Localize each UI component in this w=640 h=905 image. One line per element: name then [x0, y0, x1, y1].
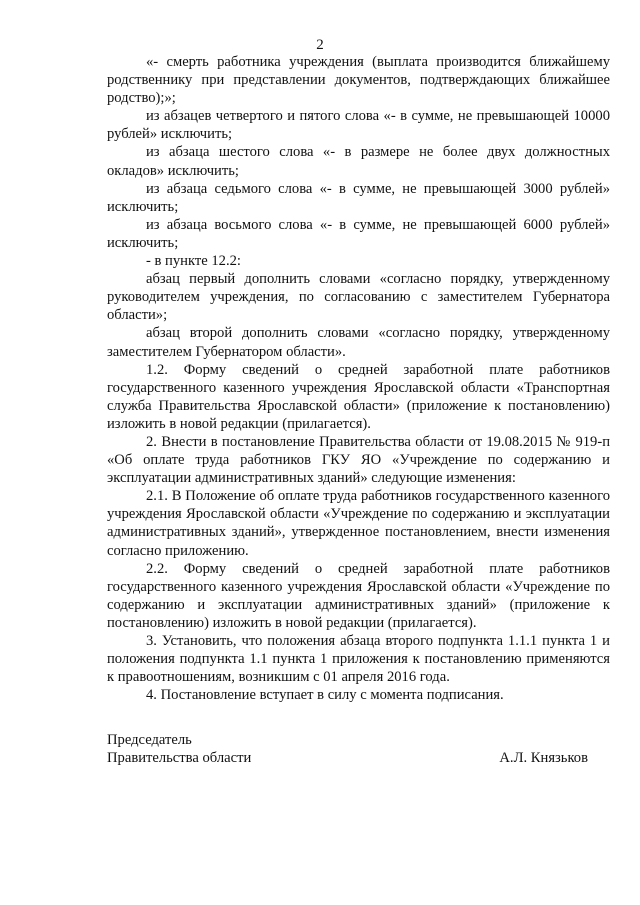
paragraph: 2. Внести в постановление Правительства области от 19.08.2015 № 919-п «Об оплате труда работников ГКУ ЯО «Учреждение по содержанию и эксплуатации административных зданий» следующие изменения:: [107, 433, 610, 487]
paragraph: абзац второй дополнить словами «согласно порядку, утвержденному заместителем Губернатором области».: [107, 325, 610, 360]
paragraph: 4. Постановление вступает в силу с момента подписания.: [146, 687, 504, 704]
signatory-name: А.Л. Князьков: [499, 750, 588, 766]
signatory-title-line-1: Председатель: [107, 732, 192, 748]
page-number: 2: [316, 37, 324, 53]
paragraph: 1.2. Форму сведений о средней заработной плате работников государственного казенного учреждения Ярославской области «Транспортная служба Правительства Ярославской области» (приложение к постановлению) изложить в новой редакции (прилагается).: [107, 361, 610, 432]
paragraph: 2.2. Форму сведений о средней заработной плате работников государственного казенного учреждения Ярославской области «Учреждение по содержанию и эксплуатации административных зданий» (приложение к постановлению) изложить в новой редакции (прилагается).: [107, 560, 610, 631]
signature-block: [107, 731, 610, 767]
paragraph: из абзацев четвертого и пятого слова «- в сумме, не превышающей 10000 рублей» исключить;: [107, 108, 610, 143]
paragraph: абзац первый дополнить словами «согласно порядку, утвержденному руководителем учреждения, по согласованию с заместителем Губернатора области»;: [107, 271, 610, 324]
paragraph: 2.1. В Положение об оплате труда работников государственного казенного учреждения Ярославской области «Учреждение по содержанию и эксплуатации административных зданий», утвержденное постановлением, внести изменения согласно приложению.: [107, 488, 610, 559]
paragraph: из абзаца восьмого слова «- в сумме, не превышающей 6000 рублей» исключить;: [107, 216, 610, 251]
signatory-title-line-2: Правительства области: [107, 750, 252, 767]
paragraph: 3. Установить, что положения абзаца второго подпункта 1.1.1 пункта 1 и положения подпункта 1.1 пункта 1 приложения к постановлению применяются к правоотношениям, возникшим с 01 апреля 2016 года.: [107, 633, 610, 686]
document-body: [107, 53, 610, 704]
paragraph: - в пункте 12.2:: [146, 253, 241, 270]
paragraph: «- смерть работника учреждения (выплата производится ближайшему родственнику при представлении документов, подтверждающих ближайшее родство);»;: [107, 54, 610, 107]
paragraph: из абзаца шестого слова «- в размере не более двух должностных окладов» исключить;: [107, 144, 610, 179]
paragraph: из абзаца седьмого слова «- в сумме, не превышающей 3000 рублей» исключить;: [107, 180, 610, 215]
